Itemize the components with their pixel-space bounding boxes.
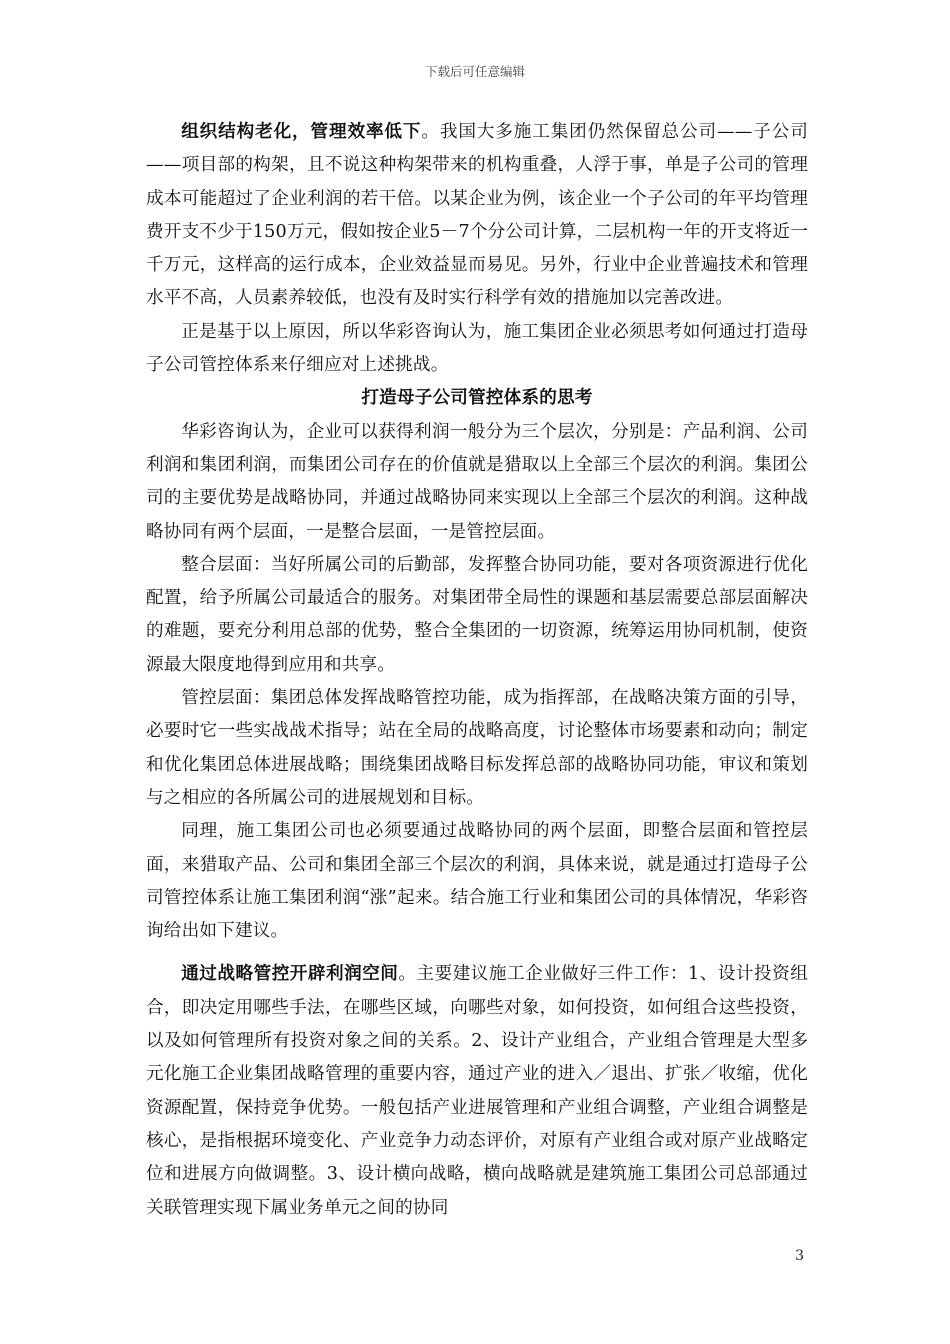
page-number: 3 [795, 1248, 804, 1264]
paragraph-profit-levels: 华彩咨询认为，企业可以获得利润一般分为三个层次，分别是：产品利润、公司利润和集团利润，而集团公司存在的价值就是猎取以上全部三个层次的利润。集团公司的主要优势是战略协同，并通过战略协同来实现以上全部三个层次的利润。这种战略协同有两个层面，一是整合层面，一是管控层面。 [146, 421, 808, 542]
paragraph-strategic-control [146, 958, 808, 1224]
paragraph-lead-heading: 组织结构老化，管理效率低下 [181, 122, 422, 142]
section-subtitle: 打造母子公司管控体系的思考 [361, 388, 593, 409]
paragraph-control-layer: 管控层面：集团总体发挥战略管控功能，成为指挥部，在战略决策方面的引导，必要时它一些实战战术指导；站在全局的战略高度，讨论整体市场要素和动向；制定和优化集团总体进展战略；围绕集团战略目标发挥总部的战略协同功能，审议和策划与之相应的各所属公司的进展规划和目标。 [146, 688, 808, 808]
paragraph-integration-layer: 整合层面：当好所属公司的后勤部，发挥整合协同功能，要对各项资源进行优化配置，给予所属公司最适合的服务。对集团带全局性的课题和基层需要总部层面解决的难题，要充分利用总部的优势，整合全集团的一切资源，统筹运用协同机制，使资源最大限度地得到应用和共享。 [146, 554, 808, 675]
paragraph-text: 。我国大多施工集团仍然保留总公司——子公司——项目部的构架，且不说这种构架带来的机构重叠，人浮于事，单是子公司的管理成本可能超过了企业利润的若干倍。以某企业为例，该企业一个子公司的年平均管理费开支不少于150万元，假如按企业5－7个分公司计算，二层机构一年的开支将近一千万元，这样高的运行成本，企业效益显而易见。另外，行业中企业普遍技术和管理水平不高，人员素养较低，也没有及时实行科学有效的措施加以完善改进。 [146, 122, 808, 309]
page-header: 下载后可任意编辑 [424, 64, 525, 79]
paragraph-likewise: 同理，施工集团公司也必须要通过战略协同的两个层面，即整合层面和管控层面，来猎取产品、公司和集团全部三个层次的利润，具体来说，就是通过打造母子公司管控体系让施工集团利润“涨”起来。结合施工行业和集团公司的具体情况，华彩咨询给出如下建议。 [146, 821, 808, 942]
paragraph-lead-heading: 通过战略管控开辟利润空间 [181, 964, 399, 985]
document-body [146, 116, 808, 1225]
paragraph-conclusion: 正是基于以上原因，所以华彩咨询认为，施工集团企业必须思考如何通过打造母子公司管控体系来仔细应对上述挑战。 [146, 321, 808, 376]
paragraph-text: 。主要建议施工企业做好三件工作：1、设计投资组合，即决定用哪些手法，在哪些区域，向哪些对象，如何投资，如何组合这些投资，以及如何管理所有投资对象之间的关系。2、设计产业组合，产业组合管理是大型多元化施工企业集团战略管理的重要内容，通过产业的进入／退出、扩张／收缩，优化资源配置，保持竞争优势。一般包括产业进展管理和产业组合调整，产业组合调整是核心，是指根据环境变化、产业竞争力动态评价，对原有产业组合或对原产业战略定位和进展方向做调整。3、设计横向战略，横向战略就是建筑施工集团公司总部通过关联管理实现下属业务单元之间的协同 [146, 964, 809, 1218]
paragraph-org-structure [146, 116, 808, 316]
